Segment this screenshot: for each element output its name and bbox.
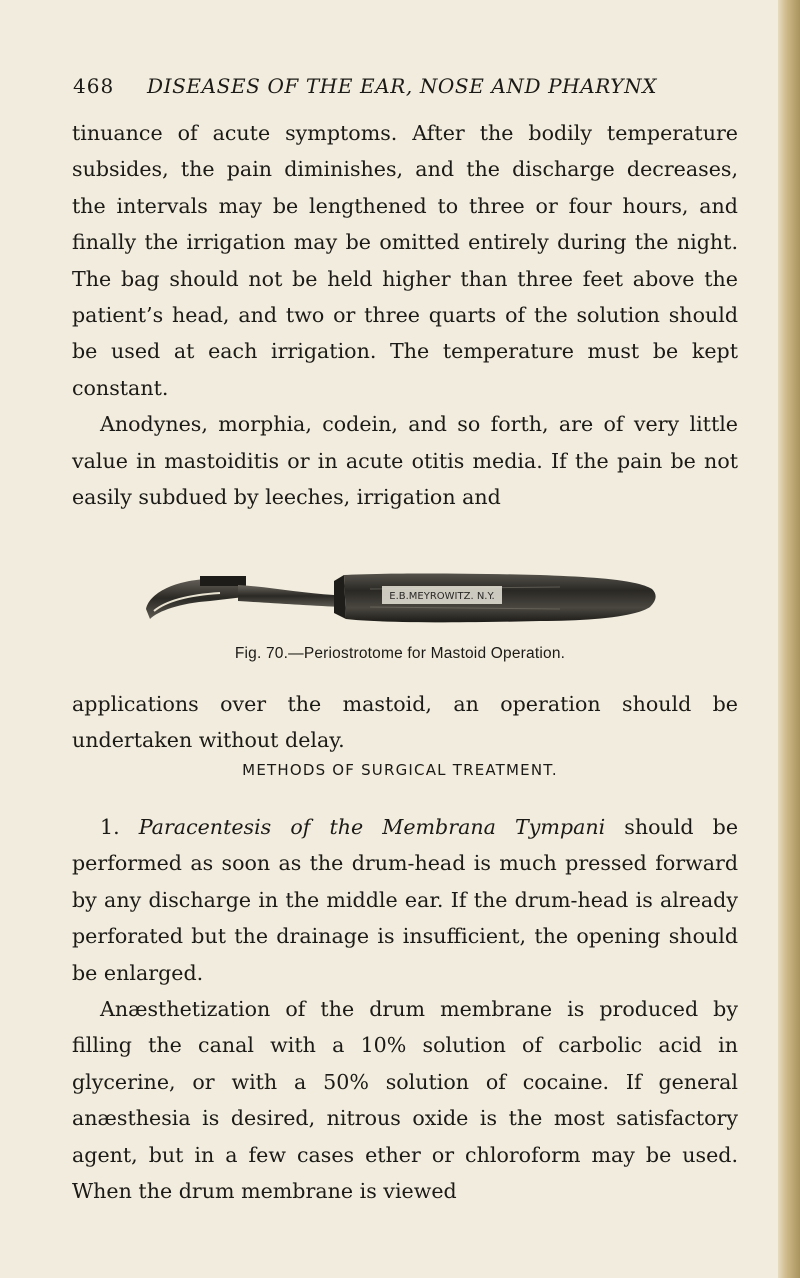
paragraph-anodynes: Anodynes, morphia, codein, and so forth, are of very little value in mastoiditis or in acute otitis media. If the pain be not easily subdued by leeches, irrigation and [72, 412, 738, 510]
paragraph-paracentesis [72, 809, 738, 991]
periostrotome-figure [140, 567, 660, 631]
paragraph-anaesthetization: Anæsthetization of the drum membrane is produced by filling the canal with a 10% solution of carbolic acid in glycerine, or with a 50% solution of cocaine. If general anæsthesia is desired, nitrous oxide is the most satisfactory agent, but in a few cases ether or chloroform may be used. When the drum membrane is viewed [72, 997, 738, 1204]
running-title: DISEASES OF THE EAR, NOSE AND PHARYNX [147, 74, 658, 98]
text-block-bottom [72, 809, 738, 1209]
paragraph-body: should be performed as soon as the drum-head is much pressed forward by any discharge in the middle ear. If the drum-head is already perforated but the drainage is insufficient, the opening should be enlarged. [72, 815, 739, 985]
instrument-engraving: E.B.MEYROWITZ. N.Y. [389, 591, 495, 602]
page-number: 468 [73, 74, 115, 98]
paragraph-irrigation: tinuance of acute symptoms. After the bodily temperature subsides, the pain diminishes, and the discharge decreases, the intervals may be lengthened to three or four hours, and finally the irrigation may be omitted entirely during the night. The bag should not be held higher than three feet above the patient’s head, and two or three quarts of the solution should be used at each irrigation. The temperature must be kept constant. [72, 121, 738, 400]
paragraph-applications: applications over the mastoid, an operation should be undertaken without delay. [72, 692, 738, 753]
paragraph-number: 1. [100, 815, 120, 839]
periostrotome-illustration [140, 567, 660, 631]
italic-title: Paracentesis of the Membrana Tympani [138, 815, 606, 839]
text-block-middle [72, 686, 738, 759]
section-heading: METHODS OF SURGICAL TREATMENT. [242, 761, 558, 779]
text-block-top [72, 115, 738, 515]
running-head [73, 74, 673, 102]
page-edge-shadow [778, 0, 800, 1278]
figure-caption: Fig. 70.—Periostrotome for Mastoid Operation. [234, 645, 566, 662]
